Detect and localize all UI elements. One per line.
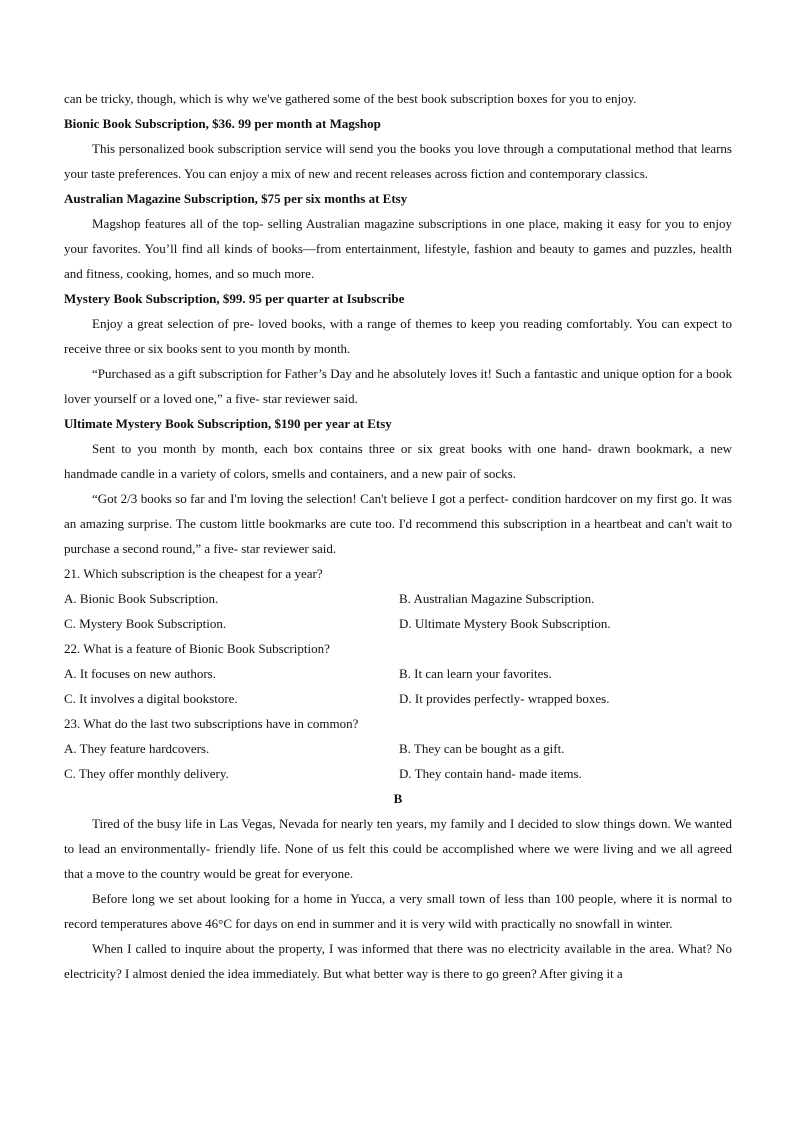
answer-options xyxy=(64,736,732,786)
subscription-paragraph: Enjoy a great selection of pre- loved books, with a range of themes to keep you reading comfortably. You can expect to receive three or six books sent to you month by month. xyxy=(64,316,732,356)
question-23 xyxy=(64,711,732,786)
answer-option-c: C. It involves a digital bookstore. xyxy=(64,691,238,706)
answer-option-a: A. Bionic Book Subscription. xyxy=(64,591,219,606)
subscription-heading: Bionic Book Subscription, $36. 99 per month at Magshop xyxy=(64,116,381,131)
answer-option-d: D. They contain hand- made items. xyxy=(399,766,582,781)
subscription-paragraph: Magshop features all of the top- selling Australian magazine subscriptions in one place, making it easy for you to enjoy your favorites. You’ll find all kinds of books—from entertainment, lifestyle, fashion and beauty to games and puzzles, health and fitness, cooking, homes, and so much more. xyxy=(64,216,732,281)
question-21 xyxy=(64,561,732,636)
passage-paragraph: Tired of the busy life in Las Vegas, Nevada for nearly ten years, my family and I decided to slow things down. We wanted to lead an environmentally- friendly life. None of us felt this could be accomplished where we were living and we all agreed that a move to the country would be great for everyone. xyxy=(64,816,732,881)
document-page xyxy=(64,86,732,986)
subscription-item xyxy=(64,286,732,411)
review-paragraph: “Got 2/3 books so far and I'm loving the selection! Can't believe I got a perfect- condition hardcover on my first go. It was an amazing surprise. The custom little bookmarks are cute too. I'd recommend this subscription in a heartbeat and can't wait to purchase a second round,” a five- star reviewer said. xyxy=(64,491,732,556)
subscription-item xyxy=(64,111,732,186)
subscription-item xyxy=(64,411,732,561)
subscription-heading: Mystery Book Subscription, $99. 95 per quarter at Isubscribe xyxy=(64,291,405,306)
question-stem: 22. What is a feature of Bionic Book Subscription? xyxy=(64,641,330,656)
answer-option-b: B. They can be bought as a gift. xyxy=(399,741,565,756)
question-stem: 23. What do the last two subscriptions have in common? xyxy=(64,716,359,731)
subscription-paragraph: This personalized book subscription service will send you the books you love through a computational method that learns your taste preferences. You can enjoy a mix of new and recent releases across fiction and contemporary classics. xyxy=(64,141,732,181)
answer-option-c: C. Mystery Book Subscription. xyxy=(64,616,227,631)
answer-option-d: D. It provides perfectly- wrapped boxes. xyxy=(399,691,610,706)
review-paragraph: “Purchased as a gift subscription for Father’s Day and he absolutely loves it! Such a fantastic and unique option for a book lover yourself or a loved one,” a five- star reviewer said. xyxy=(64,366,732,406)
answer-options xyxy=(64,661,732,711)
answer-option-b: B. Australian Magazine Subscription. xyxy=(399,591,595,606)
subscription-heading: Ultimate Mystery Book Subscription, $190 per year at Etsy xyxy=(64,416,392,431)
subscription-heading: Australian Magazine Subscription, $75 per six months at Etsy xyxy=(64,191,408,206)
intro-text: can be tricky, though, which is why we've gathered some of the best book subscription boxes for you to enjoy. xyxy=(64,91,637,106)
passage-paragraph: Before long we set about looking for a home in Yucca, a very small town of less than 100 people, where it is normal to record temperatures above 46°C for days on end in summer and it is very wild with practically no snowfall in winter. xyxy=(64,891,732,931)
answer-options xyxy=(64,586,732,636)
passage-paragraph: When I called to inquire about the property, I was informed that there was no electricity available in the area. What? No electricity? I almost denied the idea immediately. But what better way is there to go green? After giving it a xyxy=(64,941,732,981)
answer-option-b: B. It can learn your favorites. xyxy=(399,666,552,681)
answer-option-a: A. They feature hardcovers. xyxy=(64,741,210,756)
question-22 xyxy=(64,636,732,711)
answer-option-a: A. It focuses on new authors. xyxy=(64,666,216,681)
subscription-paragraph: Sent to you month by month, each box contains three or six great books with one hand- drawn bookmark, a new handmade candle in a variety of colors, smells and containers, and a new pair of socks. xyxy=(64,441,732,481)
answer-option-d: D. Ultimate Mystery Book Subscription. xyxy=(399,616,611,631)
answer-option-c: C. They offer monthly delivery. xyxy=(64,766,229,781)
question-stem: 21. Which subscription is the cheapest for a year? xyxy=(64,566,323,581)
subscription-item xyxy=(64,186,732,286)
section-b-label: B xyxy=(393,791,403,806)
